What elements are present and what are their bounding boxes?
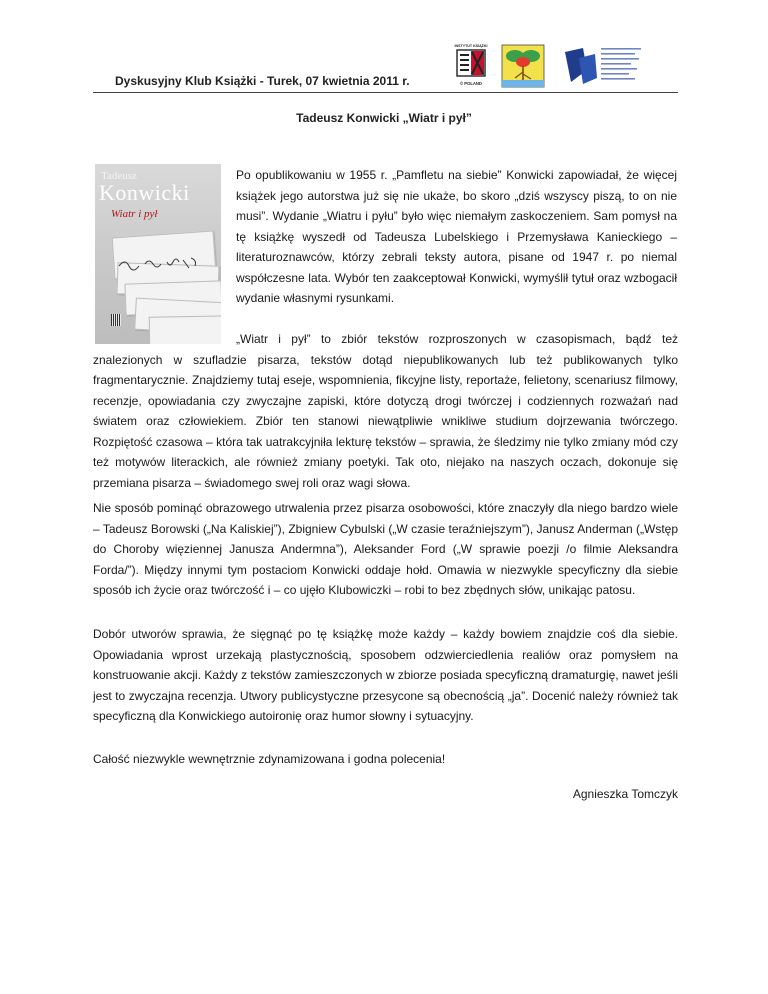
cover-author-last: Konwicki (99, 180, 190, 205)
book-cover-image (95, 164, 221, 344)
cover-book-title: Wiatr i pył (111, 208, 158, 220)
paragraph-collection: „Wiatr i pył” to zbiór tekstów rozproszonych w czasopismach, bądź też znalezionych w szufladzie pisarza, tekstów dotąd niepublikowanych lub też publikowanych tylko fragmentarycznie. Znajdziemy tutaj eseje, wspomnienia, fikcyjne listy, reportaże, felietony, scenariusz filmowy, recenzje, opowiadania czy zwyczajne zapiski, które dotyczą drogi twórczej i codziennych rozważań nad światem oraz człowiekiem. Zbiór ten stanowi niewątpliwie wnikliwe studium dojrzewania twórczego. Rozpiętość czasowa – która tak uatrakcyjniła lekturę tekstów – sprawia, że śledzimy nie tylko zmiany mód czy też motywów literackich, ale również zmiany poetyki. Tak oto, niejako na naszych oczach, dokonuje się przemiana pisarza – świadomego swej roli oraz wagi słowa. (93, 332, 678, 490)
logo-ik-text-top: INSTYTUT KSIĄŻKI (454, 44, 488, 48)
discussion-club-logo (501, 44, 545, 88)
cover-barcode (111, 314, 121, 326)
logo-ik-text-bottom: © POLAND (460, 81, 482, 86)
paragraph-selection: Dobór utworów sprawia, że sięgnąć po tę książkę może każdy – każdy bowiem znajdzie coś dla siebie. Opowiadania wprost urzekają plastycznością, sposobem odzwierciedlenia realiów oraz pomysłem na konstruowanie akcji. Każdy z tekstów zamieszczonych w zbiorze posiada specyficzną dramaturgię, nawet jeśli jest to zwyczajna recenzja. Utwory publicystyczne przesycone są obecnością „ja”. Docenić należy również tak specyficzną dla Konwickiego autoironię oraz humor słowny i sytuacyjny. (93, 627, 678, 723)
header-text: Dyskusyjny Klub Książki - Turek, 07 kwietnia 2011 r. (115, 74, 410, 88)
paragraph-conclusion: Całość niezwykle wewnętrznie zdynamizowana i godna polecenia! (93, 752, 446, 766)
page-header (93, 38, 678, 93)
cover-author-first: Tadeusz (101, 170, 137, 182)
library-logo (561, 42, 661, 88)
document-title: Tadeusz Konwicki „Wiatr i pył” (296, 111, 472, 125)
author-signature: Agnieszka Tomczyk (572, 787, 678, 801)
paragraph-portraits: Nie sposób pominąć obrazowego utrwalenia przez pisarza osobowości, które znaczyły dla niego bardzo wiele – Tadeusz Borowski („Na Kaliskiej”), Zbigniew Cybulski („W czasie teraźniejszym”), Janusz Anderman („Wstęp do Choroby więziennej Janusza Andermna”), Aleksander Ford („W sprawie poezji /o filmie Aleksandra Forda/”). Między innymi tym postaciom Konwicki oddaje hołd. Omawia w niezwykle specyficzny dla siebie sposób ich życie oraz twórczość i – co ujęło Klubowiczki – robi to bez zbędnych słów, unikając patosu. (93, 501, 678, 597)
paragraph-intro: Po opublikowaniu w 1955 r. „Pamfletu na siebie” Konwicki zapowiadał, że więcej książek jego autorstwa już się nie ukaże, bo skoro „dziś wszyscy piszą, to on nie musi”. Wydanie „Wiatru i pyłu” było więc niemałym zaskoczeniem. Sam pomysł na tę książkę wyszedł od Tadeusza Lubelskiego i Przemysława Kanieckiego – literaturoznawców, którzy zebrali teksty autora, pisane od 1947 r. po niemal współczesne lata. Wybór ten zaakceptował Konwicki, wymyślił tytuł oraz wzbogacił wydanie własnymi rysunkami. (236, 168, 677, 305)
instytut-ksiazki-logo (454, 42, 488, 88)
handwriting-scribble (117, 252, 207, 274)
